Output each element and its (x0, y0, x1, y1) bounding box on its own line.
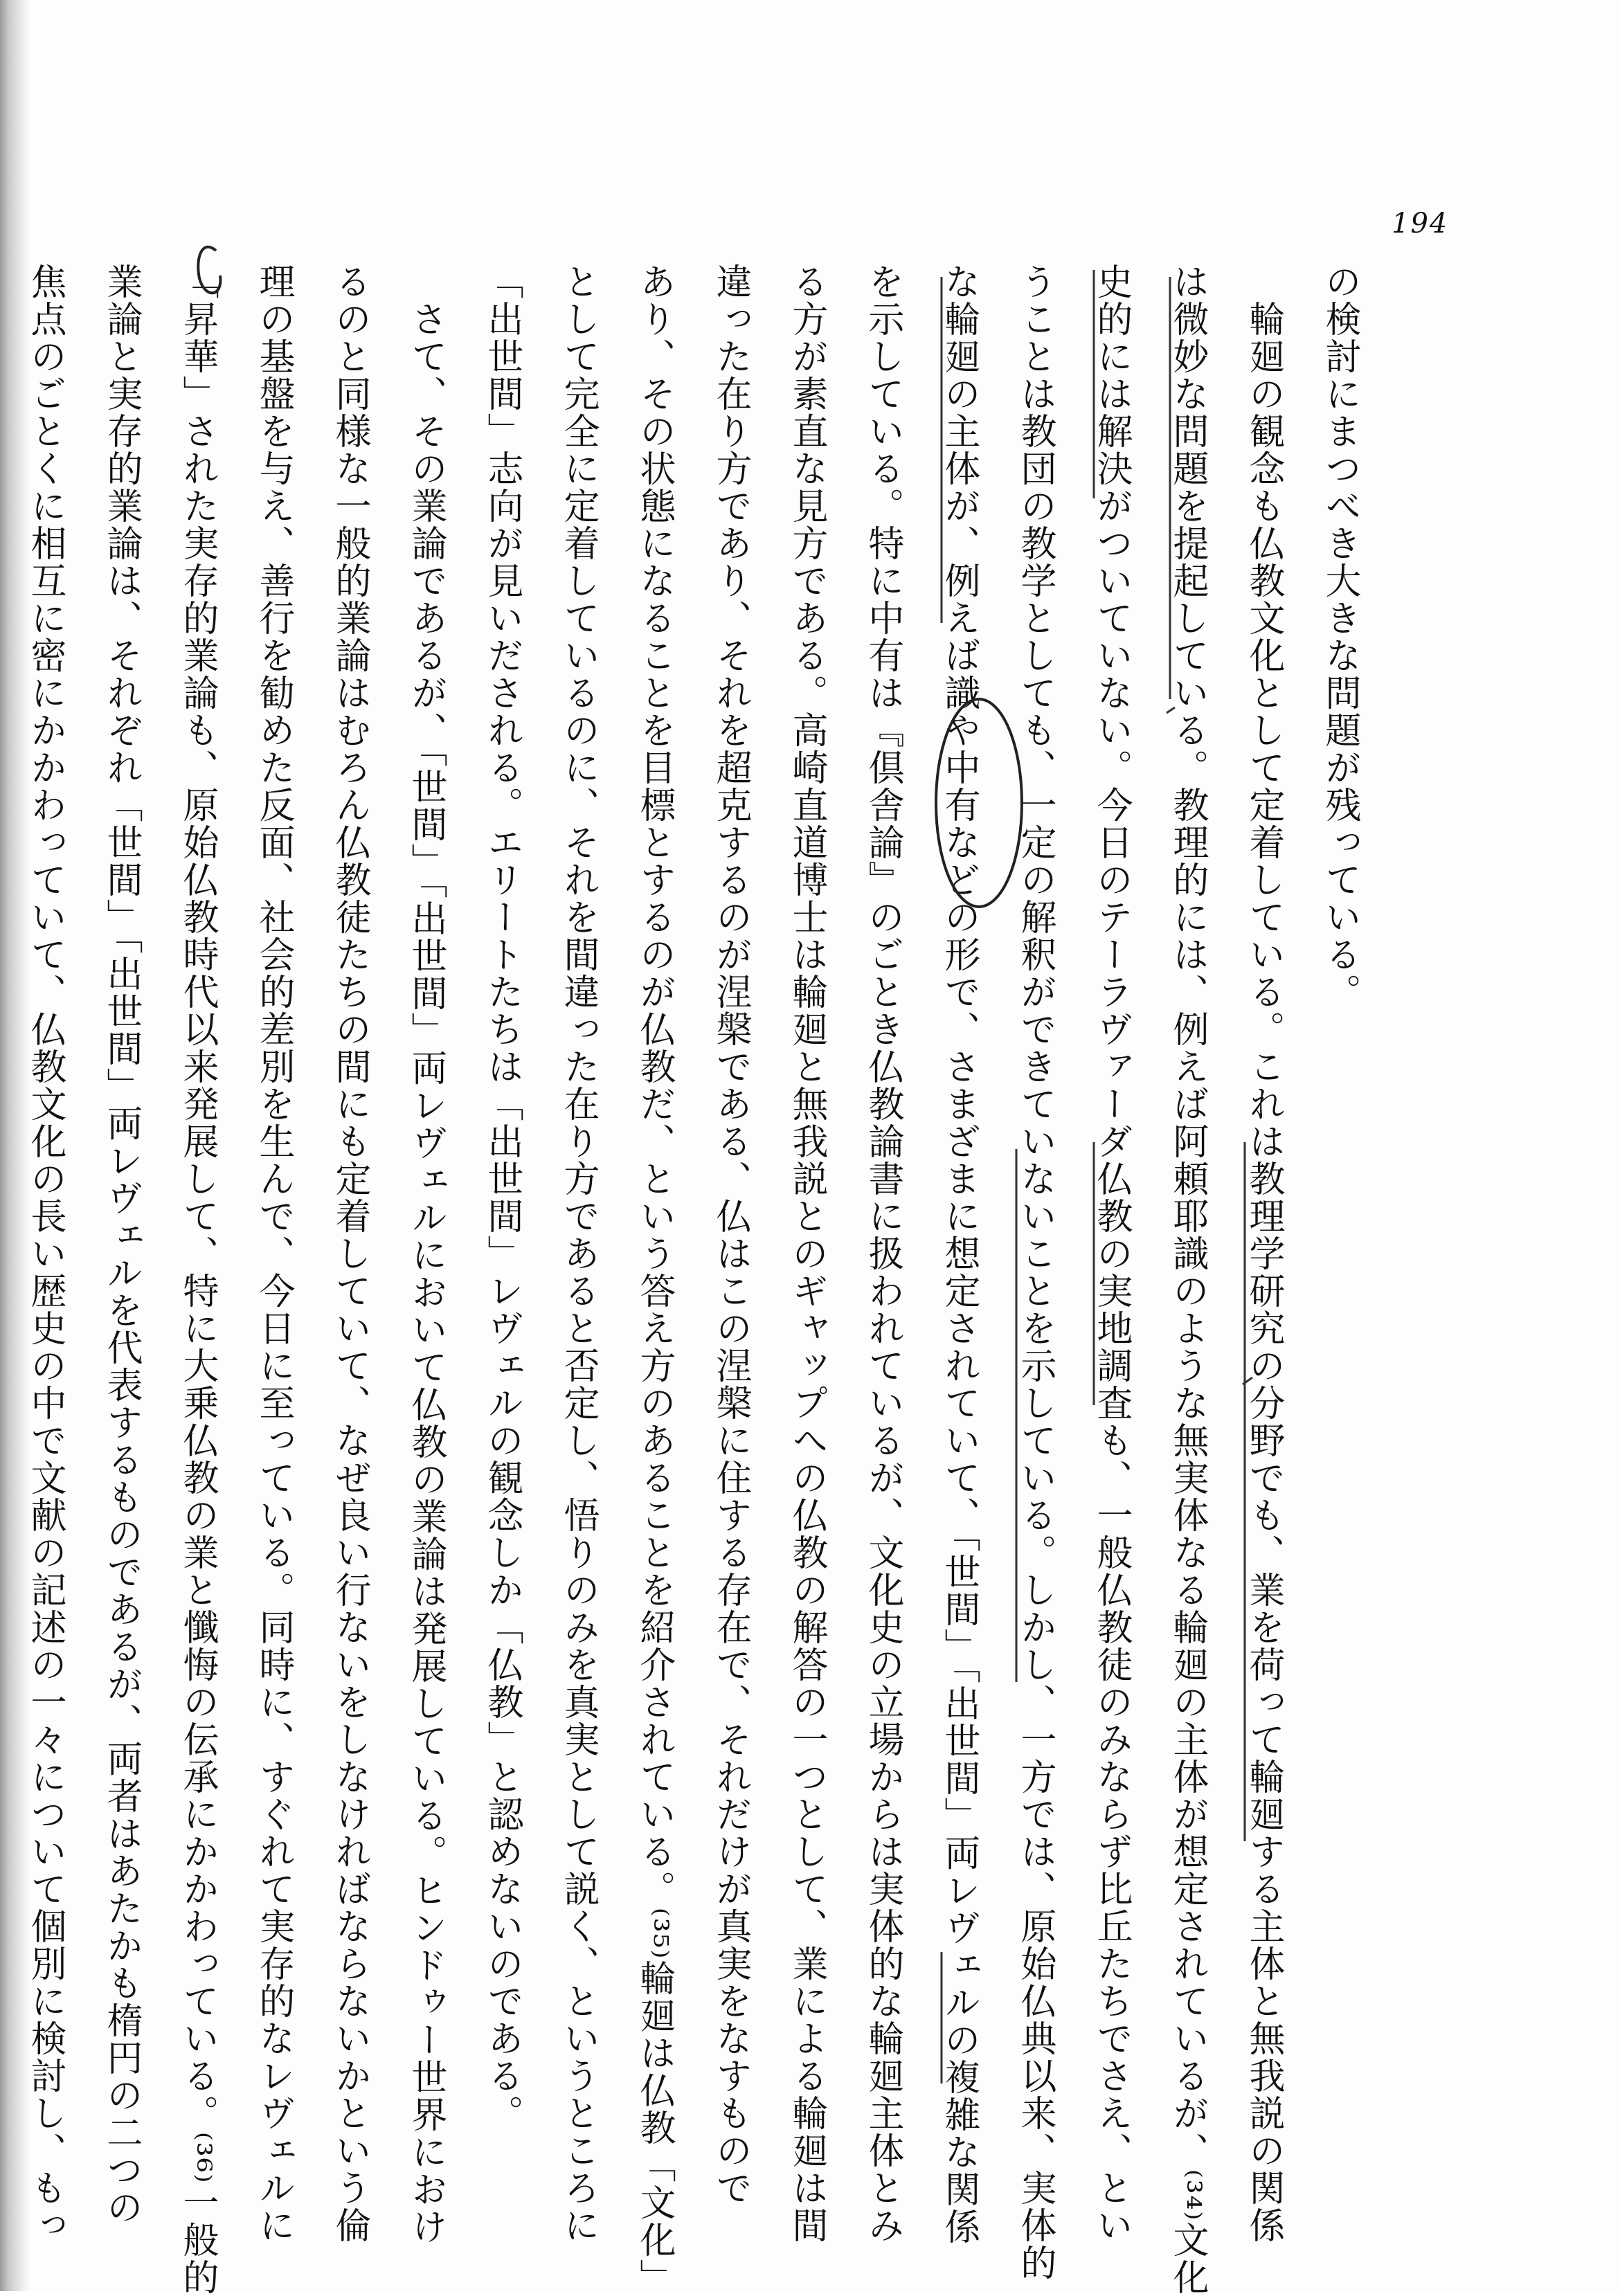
text-line: うことは教団の教学としても、一定の解釈ができていないことを示している。しかし、一方では、原始仏典以来、実体的 (1014, 263, 1056, 2281)
text-line: 「出世間」志向が見いだされる。エリートたちは「出世間」レヴェルの観念しか「仏教」と認めないのである。 (481, 263, 523, 2132)
text-line: あり、その状態になることを目標とするのが仏教だ、という答え方のあることを紹介されている。⁽³⁵⁾輪廻は仏教「文化」 (633, 263, 675, 2296)
text-line: 「昇華」された実存的業論も、原始仏教時代以来発展して、特に大乗仏教の業と懺悔の伝承にかかわっている。⁽³⁶⁾一般的 (177, 263, 218, 2296)
text-line: 理の基盤を与え、善行を勧めた反面、社会的差別を生んで、今日に至っている。同時に、すぐれて実存的なレヴェルに (253, 263, 294, 2244)
text-line: として完全に定着しているのに、それを間違った在り方であると否定し、悟りのみを真実として説く、というところに (557, 263, 599, 2244)
text-line: さて、その業論であるが、「世間」「出世間」両レヴェルにおいて仏教の業論は発展している。ヒンドゥー世界におけ (405, 263, 447, 2245)
body-text (24, 263, 1378, 2296)
text-line: 焦点のごとくに相互に密にかかわっていて、仏教文化の長い歴史の中で文献の記述の一々について個別に検討し、もっ (24, 263, 66, 2244)
text-line: 輪廻の観念も仏教文化として定着している。これは教理学研究の分野でも、業を荷って輪廻する主体と無我説の関係 (1243, 263, 1284, 2244)
text-line (0, 263, 7, 2146)
text-line: 違った在り方であり、それを超克するのが涅槃である、仏はこの涅槃に住する存在で、それだけが真実をなすもので (710, 263, 751, 2207)
text-line: は微妙な問題を提起している。教理的には、例えば阿頼耶識のような無実体なる輪廻の主体が想定されているが、⁽³⁴⁾文化 (1167, 263, 1208, 2296)
text-line: な輪廻の主体が、例えば識や中有などの形で、さまざまに想定されていて、「世間」「出世間」両レヴェルの複雑な関係 (938, 263, 980, 2245)
text-line: 史的には解決がついていない。今日のテーラヴァーダ仏教の実地調査も、一般仏教徒のみならず比丘たちでさえ、とい (1090, 263, 1132, 2244)
text-line: を示している。特に中有は『倶舎論』のごとき仏教論書に扱われているが、文化史の立場からは実体的な輪廻主体とみ (862, 263, 903, 2244)
page-number: 194 (1392, 208, 1449, 239)
text-line: の検討にまつべき大きな問題が残っている。 (1319, 263, 1360, 1011)
text-line: るのと同様な一般的業論はむろん仏教徒たちの間にも定着していて、なぜ良い行ないをしなければならないかという倫 (329, 263, 370, 2244)
text-line: る方が素直な見方である。高崎直道博士は輪廻と無我説とのギャップへの仏教の解答の一つとして、業による輪廻は間 (786, 263, 827, 2244)
text-line: 業論と実存的業論は、それぞれ「世間」「出世間」両レヴェルを代表するものであるが、両者はあたかも楕円の二つの (100, 263, 142, 2226)
